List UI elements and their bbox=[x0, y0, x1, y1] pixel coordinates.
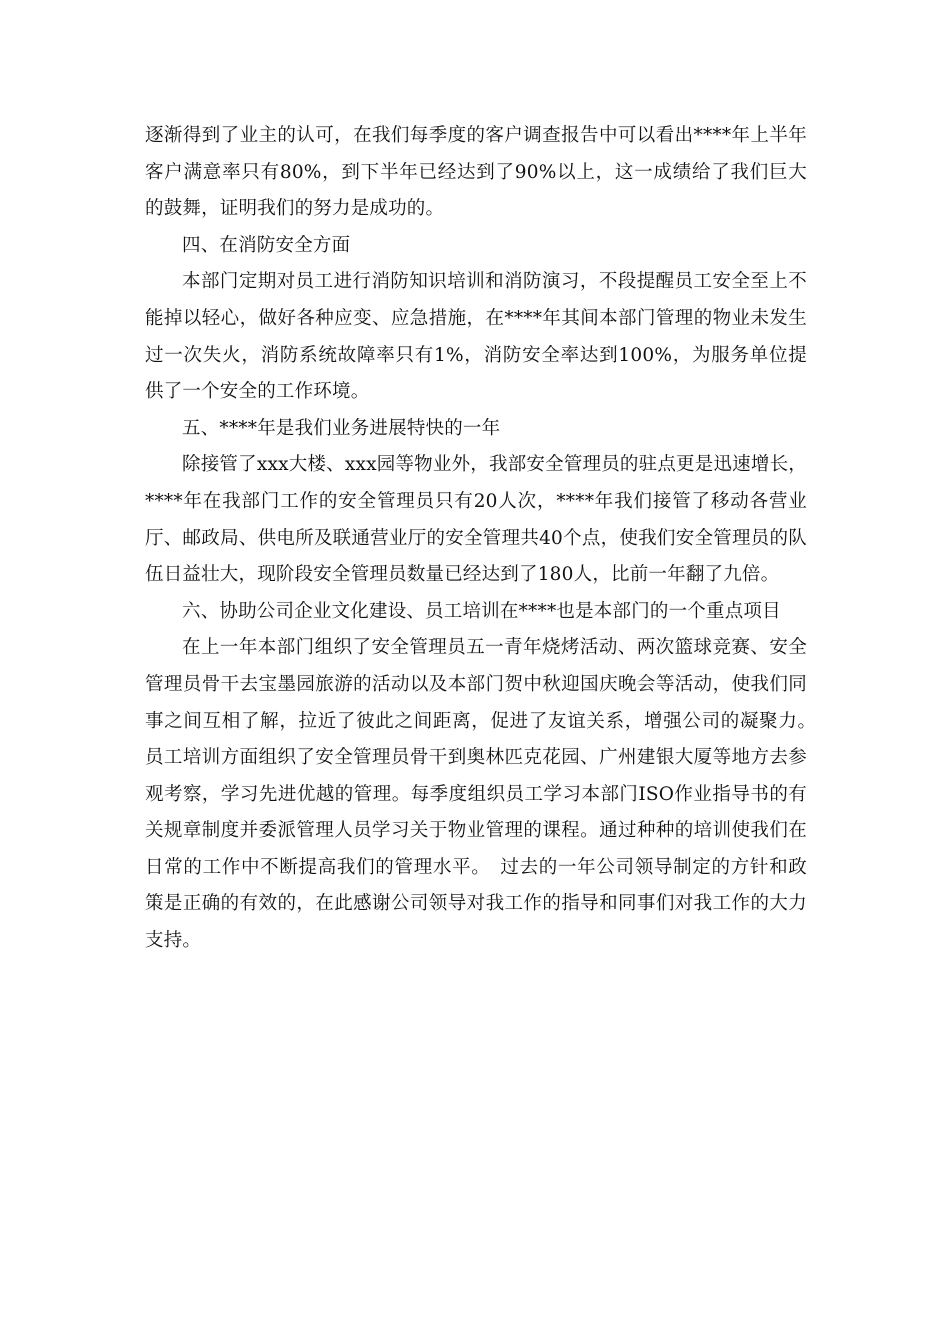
paragraph-continuation: 逐渐得到了业主的认可，在我们每季度的客户调查报告中可以看出****年上半年客户满意率只有80%，到下半年已经达到了90%以上，这一成绩给了我们巨大的鼓舞，证明我们的努力是成功的。 bbox=[145, 125, 807, 220]
paragraph-fire-safety: 本部门定期对员工进行消防知识培训和消防演习，不段提醒员工安全至上不能掉以轻心，做好各种应变、应急措施，在****年其间本部门管理的物业未发生过一次失火，消防系统故障率只有1%，消防安全率达到100%，为服务单位提供了一个安全的工作环境。 bbox=[145, 271, 807, 403]
section-heading-culture-training: 六、协助公司企业文化建设、员工培训在****也是本部门的一个重点项目 bbox=[182, 600, 781, 622]
document-body bbox=[145, 118, 826, 960]
section-heading-fire-safety: 四、在消防安全方面 bbox=[182, 234, 351, 256]
section-heading-business-growth: 五、****年是我们业务进展特快的一年 bbox=[182, 417, 501, 439]
paragraph-culture-training: 在上一年本部门组织了安全管理员五一青年烧烤活动、两次篮球竞赛、安全管理员骨干去宝墨园旅游的活动以及本部门贺中秋迎国庆晚会等活动，使我们同事之间互相了解，拉近了彼此之间距离，促进了友谊关系，增强公司的凝聚力。 员工培训方面组织了安全管理员骨干到奥林匹克花园、广州建银大厦等地方去参观考察，学习先进优越的管理。每季度组织员工学习本部门ISO作业指导书的有关规章制度并委派管理人员学习关于物业管理的课程。通过种种的培训使我们在日常的工作中不断提高我们的管理水平。 过去的一年公司领导制定的方针和政策是正确的有效的，在此感谢公司领导对我工作的指导和同事们对我工作的大力支持。 bbox=[145, 637, 826, 952]
paragraph-business-growth: 除接管了xxx大楼、xxx园等物业外，我部安全管理员的驻点更是迅速增长，****年在我部门工作的安全管理员只有20人次，****年我们接管了移动各营业厅、邮政局、供电所及联通营业厅的安全管理共40个点，使我们安全管理员的队伍日益壮大，现阶段安全管理员数量已经达到了180人，比前一年翻了九倍。 bbox=[145, 454, 807, 586]
